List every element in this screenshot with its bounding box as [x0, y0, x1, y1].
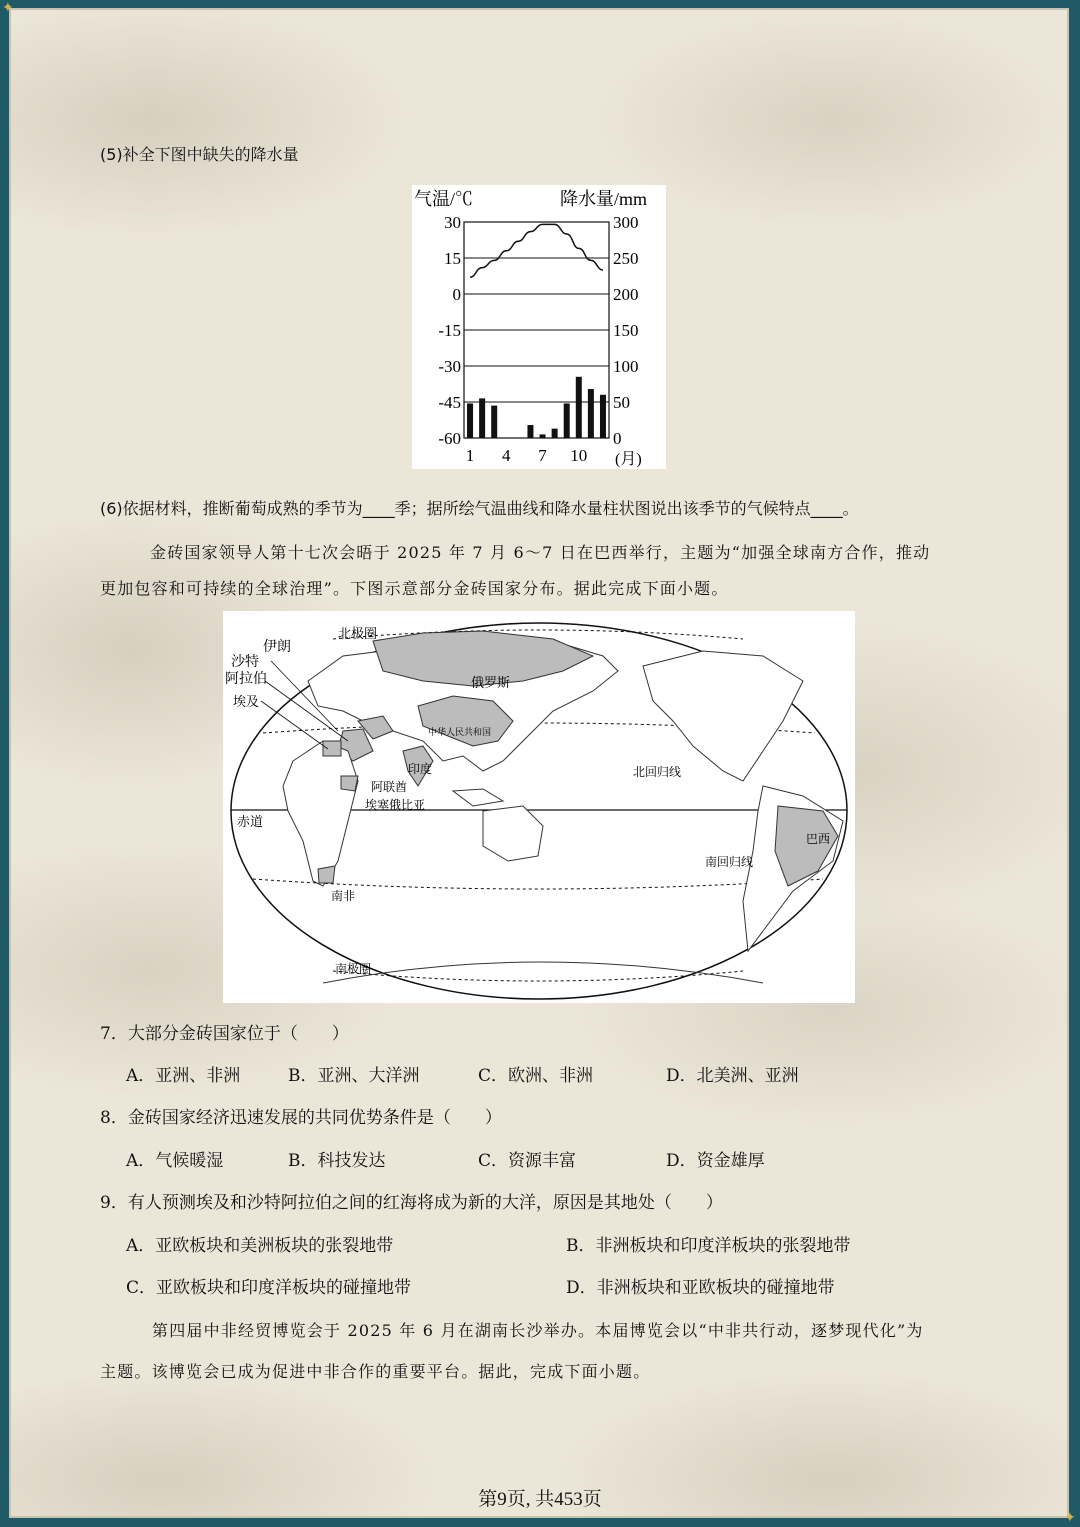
intro-paragraph-1-line-2: 更加包容和可持续的全球治理”。下图示意部分金砖国家分布。据此完成下面小题。: [100, 579, 729, 598]
question-8-option-a[interactable]: A．气候暖湿: [126, 1151, 224, 1171]
question-9-option-d[interactable]: D．非洲板块和亚欧板块的碰撞地带: [566, 1278, 835, 1298]
label-egypt: 埃及: [233, 694, 260, 709]
question-7-option-d[interactable]: D．北美洲、亚洲: [666, 1066, 799, 1086]
precip-bar: [467, 403, 473, 438]
month-tick-label: 10: [570, 446, 588, 465]
precip-bar: [527, 425, 533, 438]
world-map-svg: [223, 611, 855, 1003]
world-map: [223, 611, 855, 1003]
temp-tick-label: -30: [438, 357, 461, 376]
precip-bars: [467, 377, 606, 438]
precip-bar: [588, 389, 594, 438]
precip-tick-label: 0: [613, 429, 622, 448]
question-8-option-c[interactable]: C．资源丰富: [478, 1151, 577, 1171]
egypt-region: [323, 741, 341, 756]
label-north-circle: 北极圈: [338, 626, 378, 641]
label-russia: 俄罗斯: [471, 675, 511, 690]
question-7-option-a[interactable]: A．亚洲、非洲: [126, 1066, 241, 1086]
chart-grid: [464, 222, 609, 438]
climate-chart-svg: [412, 185, 666, 469]
precip-tick-label: 300: [613, 213, 639, 232]
precip-tick-label: 50: [613, 393, 630, 412]
label-iran: 伊朗: [263, 640, 291, 655]
question-9-stem: 9．有人预测埃及和沙特阿拉伯之间的红海将成为新的大洋，原因是其地处（ ）: [100, 1193, 723, 1213]
label-saudi-2: 阿拉伯: [225, 672, 267, 687]
month-tick-label: 4: [502, 446, 511, 465]
question-9-option-b[interactable]: B．非洲板块和印度洋板块的张裂地带: [566, 1236, 851, 1256]
month-unit-label: (月): [615, 451, 642, 468]
temp-tick-label: 0: [452, 285, 461, 304]
question-9-option-c[interactable]: C．亚欧板块和印度洋板块的碰撞地带: [126, 1278, 412, 1298]
label-equator: 赤道: [237, 814, 264, 829]
question-8-stem: 8．金砖国家经济迅速发展的共同优势条件是（ ）: [100, 1108, 502, 1128]
question-8-option-d[interactable]: D．资金雄厚: [666, 1151, 765, 1171]
temp-tick-label: -60: [438, 429, 461, 448]
question-7-stem: 7．大部分金砖国家位于（ ）: [100, 1024, 349, 1044]
label-tropic-capricorn: 南回归线: [705, 855, 754, 869]
temp-axis-label: 气温/℃: [414, 189, 474, 209]
page-number: 第9页, 共453页: [478, 1489, 602, 1510]
precip-bar: [564, 403, 570, 438]
precip-bar: [576, 377, 582, 438]
question-8-option-b[interactable]: B．科技发达: [288, 1151, 386, 1171]
precip-tick-label: 250: [613, 249, 639, 268]
temp-tick-label: -45: [438, 393, 461, 412]
temperature-curve: [470, 224, 603, 277]
precip-axis-label: 降水量/mm: [560, 189, 648, 209]
label-saudi-1: 沙特: [231, 655, 259, 670]
label-uae: 阿联酋: [371, 780, 408, 794]
precip-tick-label: 150: [613, 321, 639, 340]
corner-star-icon: ✦: [1064, 1510, 1076, 1526]
precip-bar: [552, 429, 558, 438]
precip-bar: [600, 395, 606, 438]
temp-tick-label: 30: [444, 213, 461, 232]
south-africa-region: [318, 866, 335, 883]
label-brazil: 巴西: [806, 832, 831, 846]
precip-bar: [491, 406, 497, 438]
precip-tick-label: 100: [613, 357, 639, 376]
temp-tick-label: -15: [438, 321, 461, 340]
label-india: 印度: [408, 762, 433, 776]
label-south-africa: 南非: [331, 889, 356, 903]
question-5: (5)补全下图中缺失的降水量: [100, 145, 299, 164]
question-7-option-b[interactable]: B．亚洲、大洋洲: [288, 1066, 420, 1086]
label-china: 中华人民共和国: [428, 727, 492, 737]
label-tropic-cancer: 北回归线: [633, 765, 682, 779]
precip-bar: [540, 434, 546, 438]
month-tick-label: 1: [465, 446, 475, 465]
intro-paragraph-2-line-2: 主题。该博览会已成为促进中非合作的重要平台。据此，完成下面小题。: [100, 1362, 651, 1381]
precip-tick-label: 200: [613, 285, 639, 304]
label-south-circle: 南极圈: [335, 962, 372, 976]
corner-star-icon: ✦: [2, 0, 14, 16]
intro-paragraph-2-line-1: 第四届中非经贸博览会于 2025 年 6 月在湖南长沙举办。本届博览会以“中非共行动，逐梦现代化”为: [152, 1321, 924, 1340]
temp-tick-label: 15: [444, 249, 461, 268]
question-9-option-a[interactable]: A．亚欧板块和美洲板块的张裂地带: [126, 1236, 394, 1256]
precip-bar: [479, 398, 485, 438]
label-ethiopia: 埃塞俄比亚: [365, 798, 426, 812]
month-tick-label: 7: [538, 446, 547, 465]
question-7-option-c[interactable]: C．欧洲、非洲: [478, 1066, 594, 1086]
intro-paragraph-1-line-1: 金砖国家领导人第十七次会晤于 2025 年 7 月 6～7 日在巴西举行，主题为“加强全球南方合作，推动: [150, 543, 931, 562]
climate-chart: [412, 185, 666, 469]
ethiopia-region: [341, 776, 358, 791]
question-6: (6)依据材料，推断葡萄成熟的季节为____季；据所绘气温曲线和降水量柱状图说出该季节的气候特点____。: [100, 499, 859, 518]
